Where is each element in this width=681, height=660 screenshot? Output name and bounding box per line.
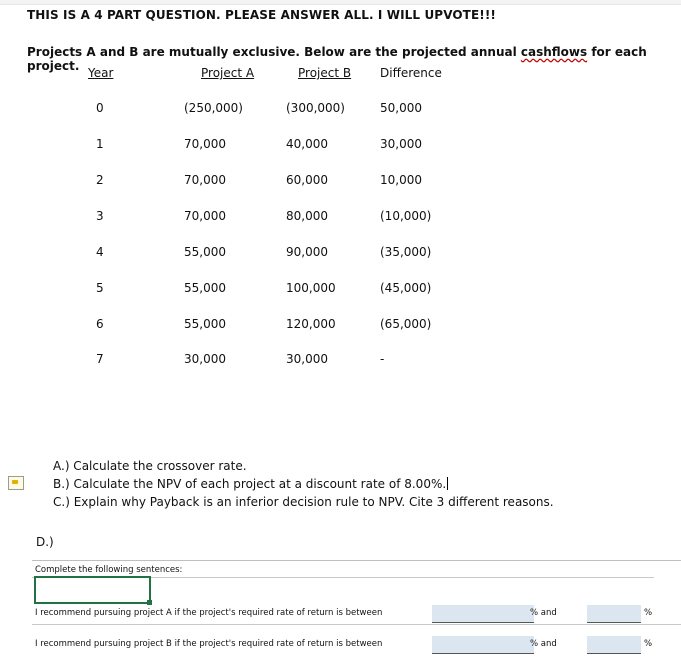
header-project-a: Project A: [201, 66, 255, 80]
cell-difference: -: [380, 352, 385, 366]
percent-label-b: %: [644, 639, 653, 649]
cell-difference: (35,000): [380, 245, 432, 259]
embedded-spreadsheet[interactable]: [32, 560, 681, 660]
cell-project-b: 90,000: [286, 245, 328, 259]
cell-project-a: 70,000: [184, 137, 226, 151]
sheet-title: Complete the following sentences:: [35, 565, 183, 575]
cell-year: 6: [96, 317, 104, 331]
cell-project-b: 80,000: [286, 209, 328, 223]
cell-difference: 30,000: [380, 137, 422, 151]
input-a-lower-rate[interactable]: [432, 605, 534, 623]
question-a: A.) Calculate the crossover rate.: [53, 459, 247, 473]
row-divider: [32, 624, 681, 625]
cell-year: 1: [96, 137, 104, 151]
selected-cell[interactable]: [34, 576, 151, 604]
intro-before: Projects A and B are mutually exclusive. Below are the projected annual: [27, 45, 521, 59]
text-cursor: [447, 477, 448, 490]
cell-project-a: 70,000: [184, 173, 226, 187]
question-b-text: B.) Calculate the NPV of each project at a discount rate of 8.00%.: [53, 477, 447, 491]
cell-year: 2: [96, 173, 104, 187]
cell-difference: (65,000): [380, 317, 432, 331]
header-year: Year: [88, 66, 114, 80]
question-c: C.) Explain why Payback is an inferior decision rule to NPV. Cite 3 different reasons.: [53, 495, 554, 509]
fill-handle[interactable]: [147, 600, 152, 605]
cell-project-b: 100,000: [286, 281, 336, 295]
sentence-project-a: I recommend pursuing project A if the project's required rate of return is between: [35, 608, 383, 618]
input-a-upper-rate[interactable]: [587, 605, 641, 623]
spellcheck-flagged-word[interactable]: cashflows: [520, 45, 588, 59]
header-difference: Difference: [380, 66, 442, 80]
paste-options-icon[interactable]: [8, 476, 24, 490]
cell-project-b: 120,000: [286, 317, 336, 331]
cell-project-a: 55,000: [184, 245, 226, 259]
percent-label-a: %: [644, 608, 653, 618]
cell-difference: (45,000): [380, 281, 432, 295]
and-label-b: % and: [530, 639, 557, 649]
cell-year: 5: [96, 281, 104, 295]
cell-year: 7: [96, 352, 104, 366]
part-d-label: D.): [36, 535, 54, 549]
cell-project-a: 55,000: [184, 281, 226, 295]
and-label-a: % and: [530, 608, 557, 618]
cell-project-b: 60,000: [286, 173, 328, 187]
cell-project-b: 30,000: [286, 352, 328, 366]
sheet-top-border: [32, 560, 681, 561]
top-toolbar-edge: [0, 0, 681, 5]
cell-project-a: 55,000: [184, 317, 226, 331]
cell-year: 0: [96, 101, 104, 115]
input-b-upper-rate[interactable]: [587, 636, 641, 654]
intro-text: [27, 45, 681, 73]
cell-year: 4: [96, 245, 104, 259]
page-heading: THIS IS A 4 PART QUESTION. PLEASE ANSWER ALL. I WILL UPVOTE!!!: [27, 8, 496, 22]
cell-project-a: (250,000): [184, 101, 243, 115]
cell-project-a: 70,000: [184, 209, 226, 223]
cell-project-b: 40,000: [286, 137, 328, 151]
cell-difference: (10,000): [380, 209, 432, 223]
cell-difference: 10,000: [380, 173, 422, 187]
input-b-lower-rate[interactable]: [432, 636, 534, 654]
sentence-project-b: I recommend pursuing project B if the project's required rate of return is between: [35, 639, 383, 649]
header-project-b: Project B: [298, 66, 352, 80]
cell-project-b: (300,000): [286, 101, 345, 115]
cell-project-a: 30,000: [184, 352, 226, 366]
cell-year: 3: [96, 209, 104, 223]
cell-difference: 50,000: [380, 101, 422, 115]
intro-after: for each project.: [27, 45, 647, 73]
question-b[interactable]: [53, 477, 448, 491]
